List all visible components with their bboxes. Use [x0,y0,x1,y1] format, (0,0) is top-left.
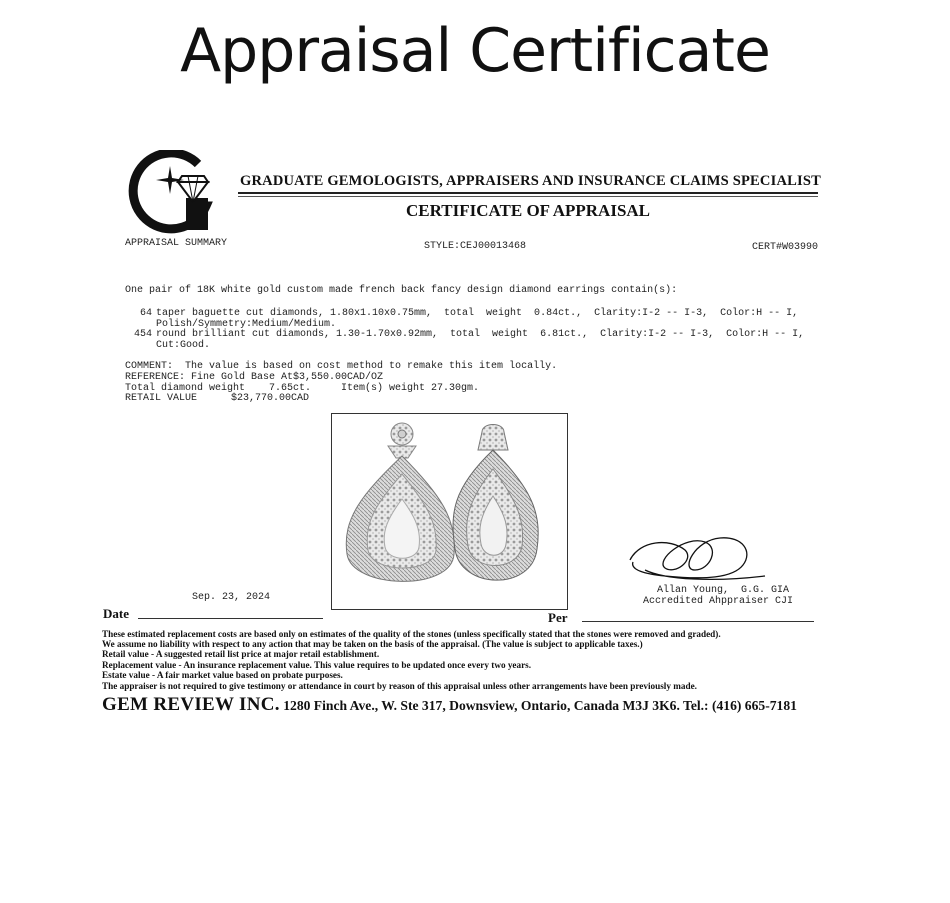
stone-detail: taper baguette cut diamonds, 1.80x1.10x0.75mm, total weight 0.84ct., Clarity:I-2 -- I-3, Color:H -- I, [156,308,799,319]
total-diamond-weight: Total diamond weight 7.65ct. Item(s) weight 27.30gm. [125,383,480,394]
appraiser-signature [625,530,770,588]
disclaimer-line: Replacement value - An insurance replacement value. This value requires to be updated once every two years. [102,660,532,670]
disclaimer-line: These estimated replacement costs are based only on estimates of the quality of the stones (unless specifically stated that the stones were removed and graded). [102,629,721,639]
signature-line [582,621,814,622]
style-number: STYLE:CEJ00013468 [424,241,527,252]
appraiser-credential: Accredited Ahppraiser CJI [643,596,794,607]
page-title: Appraisal Certificate [180,16,770,86]
header-rule-thin [238,196,818,197]
earrings-photo [331,413,568,610]
stone-detail: round brilliant cut diamonds, 1.30-1.70x0.92mm, total weight 6.81ct., Clarity:I-2 -- I-3, Color:H -- I, [156,329,805,340]
disclaimer-line: Estate value - A fair market value based on probate purposes. [102,670,343,680]
company-address: 1280 Finch Ave., W. Ste 317, Downsview, Ontario, Canada M3J 3K6. [283,698,680,713]
stone-detail-cont: Cut:Good. [156,340,211,351]
item-description: One pair of 18K white gold custom made french back fancy design diamond earrings contain(s): [125,285,678,296]
disclaimer-line: We assume no liability with respect to any action that may be taken on the basis of the appraisal. (The value is subject to applicable taxes.) [102,639,643,649]
retail-value: $23,770.00CAD [231,393,310,404]
certificate-number: CERT#W03990 [752,242,819,253]
disclaimer-line: The appraiser is not required to give testimony or attendance in court by reason of this appraisal unless other arrangements have been previously made. [102,681,697,691]
stone-count: 454 [133,329,152,340]
date-label: Date [103,606,129,621]
retail-value-label: RETAIL VALUE [125,393,198,404]
company-footer [102,694,797,716]
header-rule [238,192,818,194]
reference: REFERENCE: Fine Gold Base At$3,550.00CAD/OZ [125,372,384,383]
company-phone: Tel.: (416) 665-7181 [683,698,797,713]
appraisal-summary-label: APPRAISAL SUMMARY [125,238,228,249]
firm-description: GRADUATE GEMOLOGISTS, APPRAISERS AND INSURANCE CLAIMS SPECIALIST [240,173,821,189]
disclaimer-line: Retail value - A suggested retail list price at major retail establishment. [102,649,380,659]
stone-count: 64 [139,308,152,319]
date-line [138,618,323,619]
appraiser-name: Allan Young, G.G. GIA [657,585,790,596]
comment: COMMENT: The value is based on cost method to remake this item locally. [125,361,558,372]
company-name: GEM REVIEW INC. [102,694,280,715]
date-value: Sep. 23, 2024 [192,592,271,603]
stone-detail-cont: Polish/Symmetry:Medium/Medium. [156,319,337,330]
per-label: Per [548,610,568,625]
certificate-title: CERTIFICATE OF APPRAISAL [405,201,651,220]
gem-review-logo-icon [128,150,218,240]
